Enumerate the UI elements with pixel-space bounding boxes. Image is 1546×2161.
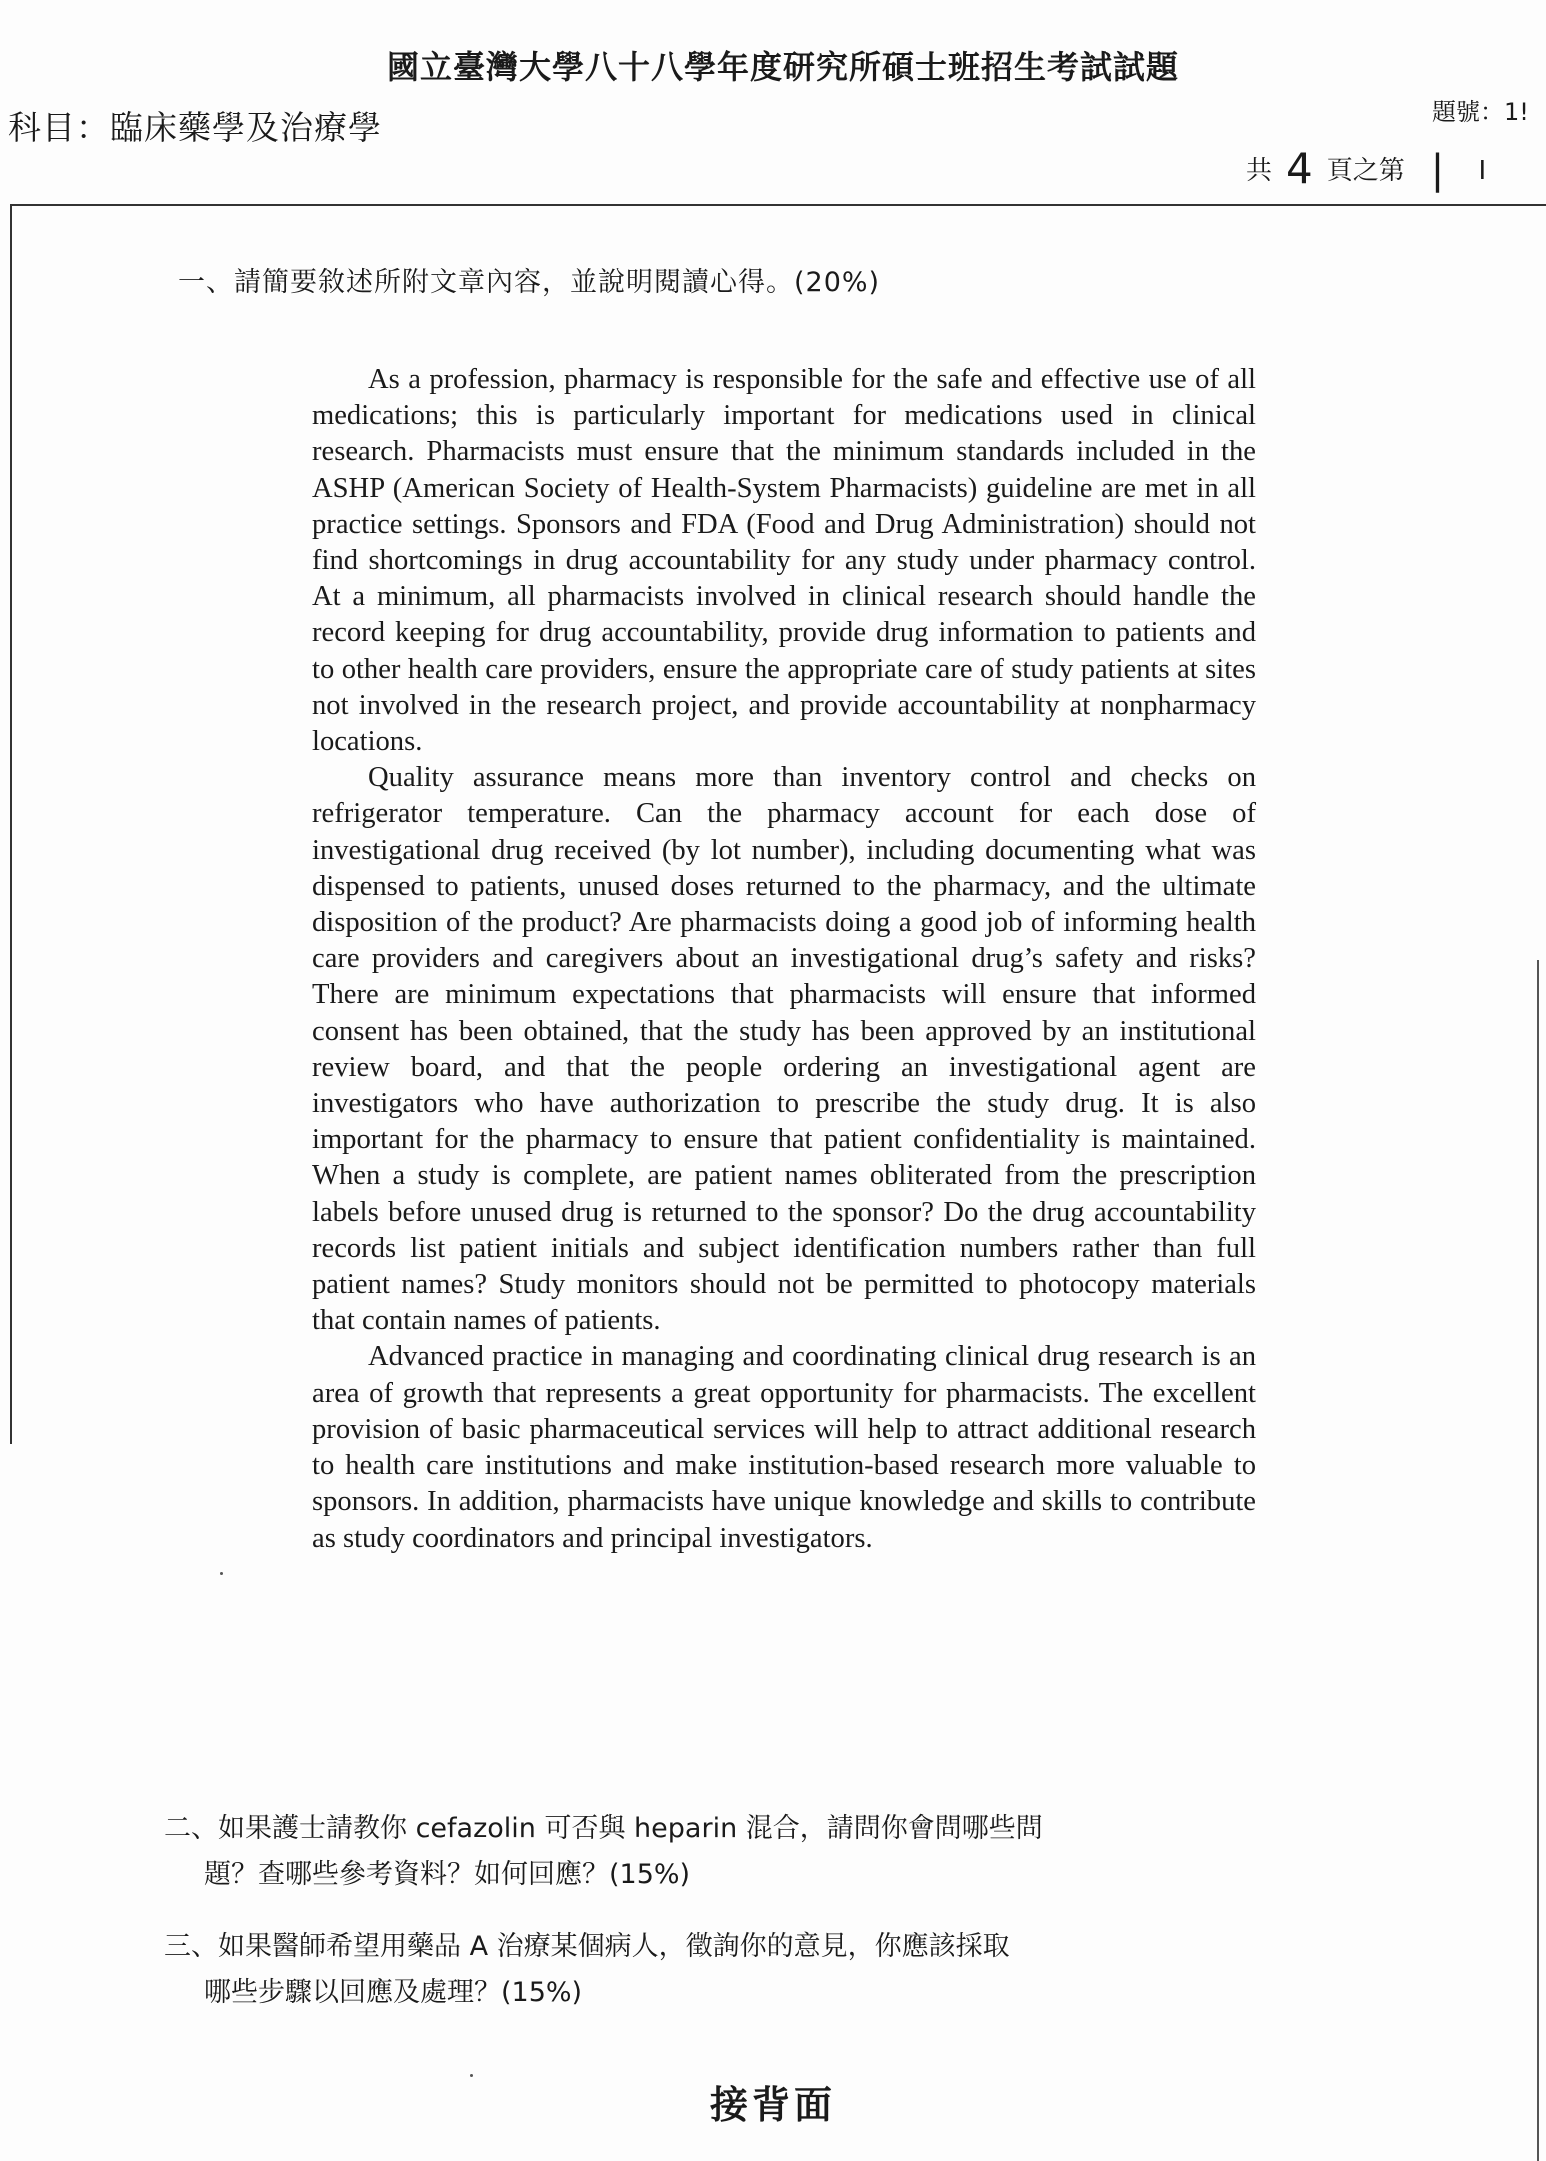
- scan-speck: [470, 2074, 473, 2077]
- right-border: [1537, 960, 1539, 2161]
- page-current: |: [1430, 147, 1445, 193]
- subject-label: 科目：臨床藥學及治療學: [8, 108, 382, 147]
- pages-middle: 頁之第: [1326, 156, 1405, 186]
- left-border: [10, 204, 12, 1444]
- turn-over-note: 接背面: [709, 2083, 836, 2127]
- header-divider: [10, 204, 1546, 206]
- exam-title: 國立臺灣大學八十八學年度研究所碩士班招生考試試題: [386, 48, 1179, 86]
- question-3-line-2: 哪些步驟以回應及處理？(15%): [204, 1977, 583, 2008]
- question-2-line-2: 題？查哪些參考資料？如何回應？(15%): [204, 1859, 691, 1890]
- page-count-info: [1246, 140, 1487, 193]
- pages-prefix: 共: [1246, 156, 1273, 186]
- passage-paragraph-1: As a profession, pharmacy is responsible for the safe and effective use of all medications; this is particularly important for medications used in clinical research. Pharmacists must ensure that the minimum standards included in the ASHP (American Society of Health-System Pharmacists) guideline are met in all practice settings. Sponsors and FDA (Food and Drug Administration) should not find shortcomings in drug accountability for any study under pharmacy control. At a minimum, all pharmacists involved in clinical research should handle the record keeping for drug accountability, provide drug information to patients and to other health care providers, ensure the appropriate care of study patients at sites not involved in the research project, and provide accountability at nonpharmacy locations.: [312, 364, 1256, 758]
- pages-suffix: I: [1478, 156, 1487, 186]
- scan-speck: [220, 1572, 223, 1575]
- pages-total: 4: [1286, 144, 1313, 193]
- question-3-line-1: 三、如果醫師希望用藥品 A 治療某個病人，徵詢你的意見，你應該採取: [164, 1931, 1010, 1962]
- reading-passage: [312, 362, 1256, 1557]
- question-1-heading: 一、請簡要敘述所附文章內容，並說明閱讀心得。(20%): [178, 267, 881, 298]
- question-number: 題號：1!: [1432, 98, 1529, 126]
- question-2-line-1: 二、如果護士請教你 cefazolin 可否與 heparin 混合，請問你會問哪些問: [164, 1813, 1043, 1844]
- passage-paragraph-3: Advanced practice in managing and coordinating clinical drug research is an area of growth that represents a great opportunity for pharmacists. The excellent provision of basic pharmaceutical services will help to attract additional research to health care institutions and make institution-based research more valuable to sponsors. In addition, pharmacists have unique knowledge and skills to contribute as study coordinators and principal investigators.: [312, 1341, 1256, 1554]
- passage-paragraph-2: Quality assurance means more than inventory control and checks on refrigerator temperature. Can the pharmacy account for each dose of investigational drug received (by lot number), including documenting what was dispensed to patients, unused doses returned to the pharmacy, and the ultimate disposition of the product? Are pharmacists doing a good job of informing health care providers and caregivers about an investigational drug’s safety and risks? There are minimum expectations that pharmacists will ensure that informed consent has been obtained, that the study has been approved by an institutional review board, and that the people ordering an investigational agent are investigators who have authorization to prescribe the study drug. It is also important for the pharmacy to ensure that patient confidentiality is maintained. When a study is complete, are patient names obliterated from the prescription labels before unused drug is returned to the sponsor? Do the drug accountability records list patient initials and subject identification numbers rather than full patient names? Study monitors should not be permitted to photocopy materials that contain names of patients.: [312, 762, 1256, 1337]
- question-2: [164, 1806, 1184, 1898]
- question-3: [164, 1924, 1194, 2016]
